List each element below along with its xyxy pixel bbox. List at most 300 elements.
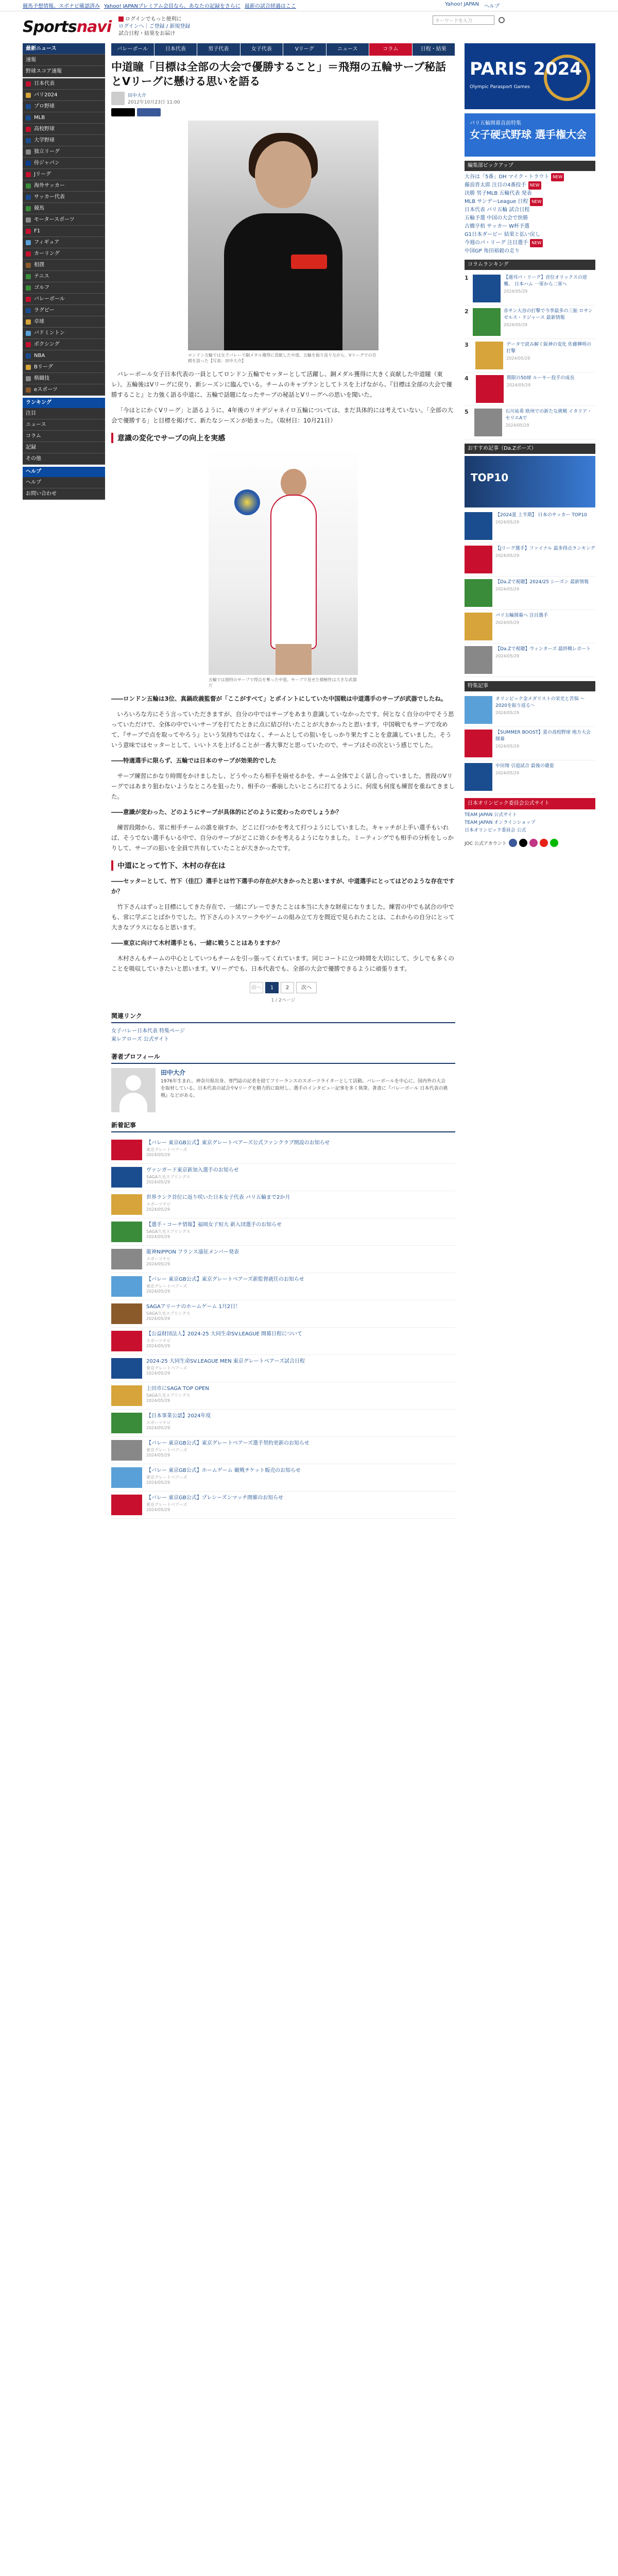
search-input[interactable]: キーワードを入力 — [433, 15, 494, 25]
sidebar-head-item[interactable]: 速報 — [23, 55, 105, 66]
ad-banner-baseball[interactable]: パリ五輪開幕直前特集 女子硬式野球 選手権大会 — [465, 113, 595, 157]
sport-icon — [26, 240, 31, 245]
news-thumbnail — [111, 1303, 142, 1324]
news-title[interactable]: 【バレー 東京GB公式】東京グレートベアーズ公式ファンクラブ開設のお知らせ — [146, 1140, 330, 1146]
sidebar-item-label: テニス — [34, 273, 49, 279]
pickup-label: 藤浪晋太郎 注目の4番投手 — [465, 182, 526, 188]
sidebar-item[interactable] — [23, 135, 105, 146]
sidebar-ranking-list — [23, 408, 105, 465]
sidebar-item[interactable] — [23, 260, 105, 271]
sidebar-item-label: ゴルフ — [34, 284, 49, 291]
photo-caption: ロンドン五輪では女子バレーで銅メダル獲得に貢献した中道。五輪を振り返りながら、Vリーグでの目標を語った【写真：田中大介】 — [188, 353, 376, 363]
site-logo[interactable]: Sportsnavi — [23, 18, 112, 36]
feature-item-text: 【SUMMER BOOST】夏の高校野球 地方大会 開幕 2024/05/29 — [495, 730, 595, 757]
recommended-item-thumbnail — [465, 613, 492, 640]
sport-icon — [26, 331, 31, 336]
pickup-label: 大谷は「5番」DH マイク・トラウト — [465, 174, 550, 180]
sidebar-item-label: 卓球 — [34, 318, 44, 325]
ad-subtitle: Olympic Parasport Games — [470, 84, 530, 90]
column-thumbnail — [474, 409, 502, 436]
sidebar-item[interactable] — [23, 214, 105, 226]
author-row — [111, 92, 455, 105]
sport-icon — [26, 229, 31, 234]
olympic-link[interactable]: TEAM JAPAN オンラインショップ — [465, 820, 536, 825]
category-tab[interactable]: ニュース — [327, 43, 370, 56]
interview-question: ――特適選手に限らず、五輪では日本のサーブが効果的でした — [111, 757, 277, 764]
ad-title: PARIS 2024 — [470, 59, 582, 79]
pickup-label: 決勝 男子MLB 五輪代表 発表 — [465, 191, 532, 196]
sidebar-ranking-item[interactable]: ニュース — [23, 419, 105, 431]
news-title[interactable]: 【バレー 東京GB公式】ホームゲーム 観戦チケット販売のお知らせ — [146, 1468, 301, 1473]
category-tab[interactable]: 日程・結果 — [413, 43, 456, 56]
sidebar-item-label: 侍ジャパン — [34, 160, 60, 166]
sidebar-item[interactable] — [23, 203, 105, 214]
pickup-item[interactable] — [465, 198, 595, 206]
news-date: 2024/05/29 — [146, 1344, 170, 1348]
sidebar-item-label: 相撲 — [34, 262, 44, 268]
yahoo-link[interactable]: Yahoo! JAPAN — [445, 2, 479, 7]
sport-icon — [26, 172, 31, 177]
news-title[interactable]: SAGAアリーナのホームゲーム 1月2日！ — [146, 1304, 241, 1310]
recommended-item-date: 2024/05/29 — [495, 553, 520, 558]
feature-list — [465, 693, 595, 794]
sidebar-item-label: サッカー代表 — [34, 194, 65, 200]
news-date: 2024/05/29 — [146, 1289, 170, 1294]
news-thumbnail — [111, 1440, 142, 1461]
news-thumbnail — [111, 1331, 142, 1351]
recommended-item-date: 2024/05/29 — [495, 654, 520, 658]
sidebar-item[interactable] — [23, 282, 105, 294]
sidebar-item-label: カーリング — [34, 250, 60, 257]
photo-caption: 五輪では独特のサーブで得点を奪った中道。サーブで見せた積極性は大きな武器だ — [209, 677, 357, 688]
sidebar-item[interactable] — [23, 328, 105, 339]
news-thumbnail — [111, 1249, 142, 1269]
article-photo-1 — [188, 121, 379, 364]
author-avatar — [111, 92, 125, 105]
column-item[interactable] — [465, 339, 595, 372]
news-item[interactable] — [111, 1300, 455, 1328]
sidebar-item-label: ボクシング — [34, 341, 60, 347]
pickup-label: 五輪予選 中国の大会で快勝 — [465, 215, 528, 221]
pickup-item[interactable] — [465, 239, 595, 247]
rank-number: 2 — [465, 308, 469, 315]
author-name[interactable]: 田中大介 — [128, 93, 147, 98]
pickup-item[interactable] — [465, 190, 595, 198]
share-x-button[interactable] — [111, 108, 135, 116]
sport-icon — [26, 183, 31, 189]
site-header — [0, 11, 618, 42]
new-badge: NEW — [530, 239, 543, 247]
news-date: 2024/05/29 — [146, 1262, 170, 1266]
category-tab[interactable]: Vリーグ — [283, 43, 327, 56]
feature-item-thumbnail — [465, 763, 492, 791]
sport-icon — [26, 342, 31, 347]
author-profile — [111, 1068, 455, 1112]
section-title: 編集部ピックアップ — [465, 161, 595, 171]
sidebar-item[interactable] — [23, 124, 105, 135]
youtube-icon[interactable] — [540, 839, 548, 847]
news-title[interactable]: 上田市にSAGA TOP OPEN — [146, 1386, 209, 1392]
sidebar-item[interactable] — [23, 226, 105, 237]
sidebar-item[interactable] — [23, 180, 105, 192]
sidebar-item-label: 日本代表 — [34, 80, 55, 87]
sidebar-item[interactable] — [23, 146, 105, 158]
sidebar-item[interactable] — [23, 90, 105, 101]
player-portrait — [188, 121, 379, 350]
sidebar-item[interactable] — [23, 339, 105, 350]
pickup-label: 古橋亨梧 サッカー W杯予選 — [465, 224, 530, 229]
column-date: 2024/05/29 — [507, 383, 531, 387]
sidebar-item[interactable] — [23, 192, 105, 203]
login-link[interactable]: ログインへ｜ご登録 / 新規登録 — [118, 24, 191, 29]
joc-sns-row — [465, 839, 595, 847]
sidebar-item[interactable] — [23, 78, 105, 90]
news-item[interactable] — [111, 1191, 455, 1218]
instagram-icon[interactable] — [529, 839, 538, 847]
news-date: 2024/05/29 — [146, 1234, 170, 1239]
news-date: 2024/05/29 — [146, 1316, 170, 1321]
interview-question: ――東京に向けて木村選手とも、一緒に戦うことはありますか？ — [111, 939, 283, 946]
column-item[interactable] — [465, 406, 595, 439]
feature-item-thumbnail — [465, 730, 492, 757]
sidebar-item-label: バレーボール — [34, 296, 65, 302]
news-title[interactable]: 【バレー 東京GB公式】東京グレートベアーズ選手契約更新のお知らせ — [146, 1440, 310, 1446]
interview-answer: 練習段階から、常に相手チームの誰を崩すか、どこに打つかを考えて打つようにしていました。キャッチが上手い選手もいれば、そうでない選手もいる中で、自分のサーブがどこに効くかを考えるようになりました。ミーティングでも相手の分析をしっかりして、サーブの狙いを全員で共有していたことが大きかったです。 — [111, 824, 454, 852]
sidebar-item-label: 海外サッカー — [34, 182, 65, 189]
pickup-label: 日本代表 パリ五輪 試合日程 — [465, 207, 530, 213]
category-tab[interactable]: バレーボール — [111, 43, 154, 56]
pickup-label: MLB サンデーLeague 日程 — [465, 199, 528, 205]
column-date: 2024/05/29 — [506, 356, 530, 361]
recommended-item-thumbnail — [465, 579, 492, 607]
sport-icon — [26, 149, 31, 155]
column-date: 2024/05/29 — [505, 423, 529, 428]
recommended-item[interactable] — [465, 510, 595, 543]
sidebar-item[interactable] — [23, 294, 105, 305]
news-source: スポーツナビ — [146, 1420, 171, 1425]
news-item[interactable] — [111, 1464, 455, 1492]
news-title: 新着記事 — [111, 1121, 455, 1132]
news-title[interactable]: ヴァンガード東京新加入選手のお知らせ — [146, 1167, 239, 1173]
news-title[interactable]: 【バレー 東京GB公式】プレシーズンマッチ開催のお知らせ — [146, 1495, 283, 1501]
news-source: SAGA久光スプリングス — [146, 1311, 191, 1316]
olympic-link[interactable]: 日本オリンピック委員会 公式 — [465, 828, 526, 833]
sport-icon — [26, 217, 31, 223]
sidebar-item[interactable] — [23, 169, 105, 180]
prev-page-button[interactable]: 前へ — [250, 982, 263, 993]
pickup-item[interactable] — [465, 223, 595, 231]
interview-question: ――セッターとして、竹下（佳江）選手とは竹下選手の存在が大きかったと思いますが、中道選手にとってはどのような存在ですか？ — [111, 877, 455, 895]
category-tab[interactable]: コラム — [369, 43, 413, 56]
news-title[interactable]: 2024-25 大同生命SV.LEAGUE MEN 東京グレートベアーズ試合日程 — [146, 1359, 305, 1364]
column-text: 【週刊パ・リーグ】首位オリックスの逆襲、 日本ハム 一軍から二軍へ 2024/05/29 — [504, 275, 595, 302]
sidebar-help-list — [23, 477, 105, 500]
recommended-item-thumbnail — [465, 646, 492, 674]
pickup-item[interactable] — [465, 181, 595, 190]
recommended-item[interactable] — [465, 543, 595, 577]
pagination — [111, 982, 455, 993]
sport-icon — [26, 138, 31, 143]
news-date: 2024/05/29 — [146, 1426, 170, 1430]
sport-icon — [26, 195, 31, 200]
news-item[interactable] — [111, 1218, 455, 1246]
sidebar-item[interactable] — [23, 384, 105, 396]
related-link[interactable]: 女子バレー日本代表 特集ページ — [111, 1028, 185, 1034]
profile-name[interactable]: 田中大介 — [161, 1069, 186, 1076]
news-title[interactable]: 【公益財団法人】2024-25 大同生命SV.LEAGUE 開幕日程について — [146, 1331, 302, 1337]
sidebar-item[interactable] — [23, 112, 105, 124]
sidebar-item-label: バドミントン — [34, 330, 65, 336]
sidebar-item[interactable] — [23, 362, 105, 373]
recommended-item-text: 【Da.Zで視聴】ウィンターズ 最終戦レポート 2024/05/29 — [495, 647, 591, 658]
sidebar-item-label: Bリーグ — [34, 364, 53, 370]
news-title[interactable]: 【日本事業公認】2024年度 — [146, 1413, 211, 1419]
news-title[interactable]: 世界ランク首位に返り咲いた日本女子代表 パリ五輪まで2か月 — [146, 1195, 290, 1200]
sidebar-item[interactable] — [23, 316, 105, 328]
news-source: 東京グレートベアーズ — [146, 1502, 187, 1507]
share-facebook-button[interactable] — [137, 108, 161, 116]
news-item[interactable] — [111, 1437, 455, 1464]
sidebar-section-title: ランキング — [23, 398, 105, 408]
sidebar-item-label: Jリーグ — [34, 171, 51, 177]
recommended-item-date: 2024/05/29 — [495, 587, 520, 591]
recommended-item-date: 2024/05/29 — [495, 620, 520, 625]
sidebar-item[interactable] — [23, 248, 105, 260]
sidebar-item-label: ラグビー — [34, 307, 55, 313]
pickup-label: G1日本ダービー 結果と払い戻し — [465, 232, 540, 238]
sport-icon — [26, 285, 31, 291]
news-title[interactable]: 【選手・コーチ情報】福岡女子短大 新入団選手のお知らせ — [146, 1222, 282, 1228]
news-source: 東京グレートベアーズ — [146, 1475, 187, 1480]
feature-item-date: 2024/05/29 — [495, 771, 520, 775]
top-link-2[interactable]: Yahoo! JAPANプレミアム会員なら、あなたの記録をさらに — [104, 4, 241, 9]
share-row — [111, 108, 455, 116]
top-link-1[interactable]: 競馬予想情報。スポナビ確認済み — [23, 4, 100, 9]
news-source: スポーツナビ — [146, 1202, 171, 1207]
news-thumbnail — [111, 1194, 142, 1215]
interview-answer: 竹下さんはずっと目標にしてきた存在で、一緒にプレーできたことは本当に大きな財産になりました。練習の中でも試合の中でも、常に学ぶことばかりでした。竹下さんのトスワークやゲームの組み立て方を間近で見られたことは、これからの自分にとって大きなプラスになると思います。 — [111, 903, 455, 931]
column-thumbnail — [476, 375, 504, 403]
news-date: 2024/05/29 — [146, 1453, 170, 1458]
author-avatar — [111, 1068, 156, 1112]
news-date: 2024/05/29 — [146, 1398, 170, 1403]
news-source: SAGA久光スプリングス — [146, 1175, 191, 1179]
article-paragraph: バレーボール女子日本代表の一員としてロンドン五輪でセッターとして活躍し、銅メダル獲得に大きく貢献した中道瞳（東レ）。五輪後はVリーグに戻り、新シーズンに臨んでいる。チームのキャプテンとしてトスを上げながら、『目標は全部の大会で優勝すること』と力強く語る中道に、五輪で話題になったサーブの秘話とVリーグへの思いを聞いた。 — [111, 370, 452, 398]
sidebar-item-label: 大学野球 — [34, 137, 55, 143]
news-source: 東京グレートベアーズ — [146, 1366, 187, 1370]
related-title: 関連リンク — [111, 1011, 455, 1023]
olympic-link[interactable]: TEAM JAPAN 公式サイト — [465, 812, 517, 818]
category-tab[interactable]: 女子代表 — [241, 43, 284, 56]
feature-item-date: 2024/05/29 — [495, 710, 520, 715]
feature-item-text: 中田翔 引退試合 最後の雄姿 2024/05/29 — [495, 764, 554, 775]
feature-item-thumbnail — [465, 696, 492, 724]
news-item[interactable] — [111, 1164, 455, 1191]
news-thumbnail — [111, 1222, 142, 1242]
news-item[interactable] — [111, 1246, 455, 1273]
sidebar-ranking-item[interactable]: 注目 — [23, 408, 105, 419]
sidebar-item[interactable] — [23, 158, 105, 169]
column-thumbnail — [473, 275, 501, 302]
interview-question: ――ロンドン五輪は3位、真鍋政義監督が「ここがすべて」とポイントにしていた中国戦は中道選手のサーブが武器でしたね。 — [111, 695, 447, 702]
sport-icon — [26, 319, 31, 325]
olympic-links — [465, 809, 595, 837]
feature-item[interactable] — [465, 760, 595, 794]
sidebar-item[interactable] — [23, 237, 105, 248]
ad-banner-paris[interactable] — [465, 43, 595, 109]
recommended-item-date: 2024/05/29 — [495, 520, 520, 524]
sport-icon — [26, 161, 31, 166]
section-title: おすすめ記事（Da.Zポーズ） — [465, 444, 595, 454]
sidebar-item[interactable] — [23, 101, 105, 112]
section-title: 特集記事 — [465, 681, 595, 691]
sport-icon — [26, 297, 31, 302]
pickup-item[interactable] — [465, 247, 595, 256]
news-thumbnail — [111, 1413, 142, 1433]
recommended-item-text: パリ五輪開幕へ 注目選手 2024/05/29 — [495, 613, 548, 625]
related-link[interactable]: 東レアローズ 公式サイト — [111, 1037, 169, 1042]
column-ranking-list — [465, 272, 595, 439]
page-number[interactable]: 1 — [265, 982, 279, 993]
feature-item[interactable] — [465, 693, 595, 727]
article-title: 中道瞳「目標は全部の大会で優勝すること」＝飛翔の五輪サーブ秘話とVリーグに懸ける思いを語る — [111, 61, 446, 88]
top-link-3[interactable]: 最新の試合経過はここ — [244, 4, 296, 9]
recommended-item[interactable] — [465, 610, 595, 643]
facebook-icon[interactable] — [509, 839, 517, 847]
category-tab[interactable]: 日本代表 — [154, 43, 198, 56]
interview-answer: 木村さんもチームの中心としていつもチームを引っ張ってくれています。同じコートに立つ時間を大切にして、少しでも多くのことを吸収していきたいと思います。Vリーグでも、日本代表でも、全部の大会で優勝できるように頑張ります。 — [111, 955, 454, 972]
news-item[interactable] — [111, 1410, 455, 1437]
news-thumbnail — [111, 1140, 142, 1160]
sidebar-item[interactable] — [23, 271, 105, 282]
article-subheading: 中道にとって竹下、木村の存在は — [111, 860, 455, 871]
news-thumbnail — [111, 1167, 142, 1188]
sport-icon — [26, 104, 31, 109]
news-item[interactable] — [111, 1355, 455, 1382]
news-item[interactable] — [111, 1382, 455, 1410]
recommended-item[interactable] — [465, 643, 595, 677]
sidebar-item[interactable] — [23, 350, 105, 362]
sport-icon — [26, 376, 31, 381]
page-number[interactable]: 2 — [281, 982, 294, 993]
column-item[interactable] — [465, 372, 595, 406]
news-title[interactable]: 【バレー 東京GB公式】東京グレートベアーズ新監督就任のお知らせ — [146, 1277, 304, 1282]
category-tab[interactable]: 男子代表 — [197, 43, 241, 56]
rank-number: 4 — [465, 375, 469, 382]
article-photo-2 — [209, 448, 358, 688]
pickup-item[interactable] — [465, 206, 595, 214]
sport-icon — [26, 387, 31, 393]
sidebar-ranking-item[interactable]: 記録 — [23, 442, 105, 453]
pickup-label: 中国GP 角田裕毅の走り — [465, 248, 520, 254]
news-source: スポーツナビ — [146, 1257, 171, 1261]
line-icon[interactable] — [550, 839, 558, 847]
column-thumbnail — [473, 308, 501, 336]
recommended-item-text: 【Jリーグ選手】ファイナル 最多得点ランキング 2024/05/29 — [495, 546, 595, 558]
article-date: 2012年10月23日 11:00 — [128, 100, 180, 105]
news-list — [111, 1137, 455, 1519]
news-item[interactable] — [111, 1328, 455, 1355]
sidebar-item-label: モータースポーツ — [34, 216, 75, 223]
sidebar — [23, 43, 105, 501]
recommended-list — [465, 510, 595, 677]
top-bar — [0, 0, 618, 11]
sport-icon — [26, 127, 31, 132]
news-item[interactable] — [111, 1137, 455, 1164]
sidebar-item[interactable] — [23, 373, 105, 384]
next-page-button[interactable]: 次へ — [296, 982, 317, 993]
right-column — [465, 43, 595, 847]
sidebar-item-label: 高校野球 — [34, 126, 55, 132]
sidebar-head-item[interactable]: 最新ニュース — [23, 43, 105, 55]
feature-item[interactable] — [465, 727, 595, 760]
sidebar-item-label: eスポーツ — [34, 386, 58, 393]
column-item[interactable] — [465, 306, 595, 339]
x-icon[interactable] — [519, 839, 527, 847]
recommended-item[interactable] — [465, 577, 595, 610]
pickup-list — [465, 173, 595, 256]
news-source: 東京グレートベアーズ — [146, 1448, 187, 1452]
news-date: 2024/05/29 — [146, 1480, 170, 1485]
new-badge: NEW — [530, 198, 543, 206]
rank-number: 1 — [465, 275, 469, 281]
sport-icon — [26, 93, 31, 98]
news-item[interactable] — [111, 1492, 455, 1519]
sidebar-ranking-item[interactable]: コラム — [23, 431, 105, 442]
search-icon[interactable] — [499, 17, 505, 23]
qa-block — [111, 876, 455, 974]
sport-icon — [26, 365, 31, 370]
sidebar-item-label: パリ2024 — [34, 92, 58, 98]
sport-icon — [26, 81, 31, 87]
sidebar-ranking-item[interactable]: その他 — [23, 453, 105, 465]
profile-text: 1976年生まれ。神奈川県出身。専門誌の記者を経てフリーランスのスポーツライターとして活動。バレーボールを中心に、国内外の大会を取材している。日本代表の試合やVリーグを精力的に取材し、選手のインタビュー記事を多く執筆。著書に『バレーボール 日本代表の挑戦』などがある。 — [161, 1079, 448, 1098]
news-item[interactable] — [111, 1273, 455, 1300]
column-thumbnail — [475, 342, 503, 369]
rank-number: 3 — [465, 342, 469, 348]
news-thumbnail — [111, 1276, 142, 1297]
pickup-item[interactable] — [465, 173, 595, 181]
sidebar-item[interactable] — [23, 305, 105, 316]
sidebar-section-title: ヘルプ — [23, 467, 105, 477]
recommended-item-thumbnail — [465, 546, 492, 573]
joc-label: JOC 公式アカウント — [465, 841, 507, 846]
column-text: 石川祐希 欧州での新たな挑戦 イタリア・セリエAで 2024/05/29 — [505, 409, 595, 436]
article-paragraph: 「今はとにかくVリーグ」と語るように、4年後のリオデジャネイロ五輪については、まだ具体的には考えていない。「全部の大会で優勝する」と目標を掲げて、新たなシーズンが始まった。（取材日：10月21日） — [111, 406, 453, 424]
sport-icon — [26, 274, 31, 279]
olympic-bar[interactable]: 日本オリンピック委員会公式サイト — [465, 798, 595, 809]
profile-title: 著者プロフィール — [111, 1052, 455, 1064]
pickup-item[interactable] — [465, 214, 595, 223]
news-title[interactable]: 龍神NIPPON フランス遠征メンバー発表 — [146, 1249, 239, 1255]
pickup-item[interactable] — [465, 231, 595, 239]
new-badge: NEW — [551, 173, 564, 181]
sidebar-help-item[interactable]: ヘルプ — [23, 477, 105, 488]
header-right — [433, 15, 505, 25]
sidebar-item-label: MLB — [34, 114, 45, 121]
column-text: 期限の50球 ルーキー投手の成長 2024/05/29 — [507, 376, 575, 387]
page-indicator: 1 / 2ページ — [271, 998, 296, 1003]
help-link[interactable]: ヘルプ — [484, 4, 500, 9]
recommended-item-text: 【Da.Zで視聴】2024/25 シーズン 最新情報 2024/05/29 — [495, 580, 589, 591]
top10-banner[interactable]: TOP10 — [465, 456, 595, 507]
sidebar-head-item[interactable]: 野球スコア速報 — [23, 66, 105, 77]
column-item[interactable] — [465, 272, 595, 306]
rank-number: 5 — [465, 409, 469, 415]
sport-icon — [26, 115, 31, 121]
sidebar-help-item[interactable]: お問い合わせ — [23, 488, 105, 500]
header-info: ログインでもっと便利に ログインへ｜ご登録 / 新規登録 試合日程・結果をお届け — [118, 16, 191, 37]
